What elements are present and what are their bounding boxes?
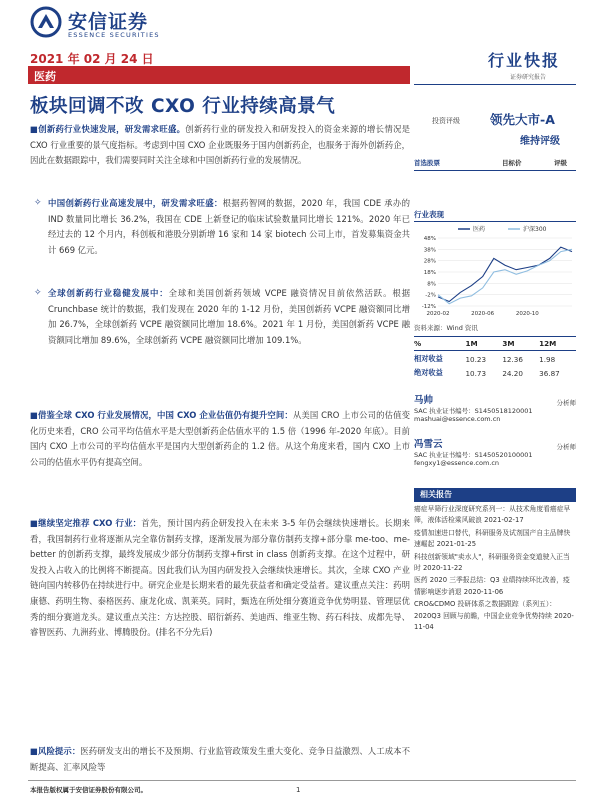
returns-header-cell: %: [414, 337, 465, 351]
rating-label: 投资评级: [432, 117, 460, 125]
paragraph-2: [30, 408, 410, 470]
sub-point-1: [34, 196, 411, 258]
list-item[interactable]: [414, 599, 576, 633]
returns-table: [414, 336, 576, 379]
page-number: 1: [296, 786, 301, 794]
y-tick-label: 18%: [423, 270, 436, 276]
diamond-bullet-icon: ✧: [34, 198, 42, 208]
paragraph-1-lead: ■创新药行业快速发展，研发需求旺盛。: [30, 124, 186, 134]
related-report-text: 疫情加速进口替代，科研服务及试剂国产自主品牌快速崛起: [414, 528, 571, 549]
paragraph-2-text: 从美国 CRO 上市公司的估值变化历史来看，CRO 公司平均估值水平是大型创新药企估值水平的 1.5 倍（1996 年-2020 年底）。目前国内 CXO 上市公司的平均估值水平是国内大型创新药企的 1.2 倍。从这个角度来看，国内 CXO 上市公司的估值水平仍有提高空间。: [30, 410, 410, 467]
series-line-0: [438, 247, 572, 301]
paragraph-3-lead: ■继续坚定推荐 CXO 行业：: [30, 518, 142, 528]
related-reports-title: 相关报告: [420, 490, 452, 499]
performance-title: 行业表现: [414, 210, 444, 219]
paragraph-1: [30, 122, 410, 169]
returns-cell: 10.23: [465, 354, 487, 364]
stock-divider: [414, 170, 576, 171]
returns-cell: 12.36: [502, 354, 523, 364]
header-divider: [414, 84, 576, 85]
y-tick-label: 48%: [423, 236, 436, 242]
paragraph-4: [30, 744, 410, 775]
returns-row-label: 绝对收益: [414, 368, 443, 377]
analyst-email[interactable]: mashuai@essence.com.cn: [414, 415, 501, 423]
target-label: 目标价: [502, 159, 522, 167]
returns-header-cell: 12M: [539, 337, 576, 351]
returns-cell: 1.98: [539, 354, 556, 364]
rating-column-label: 评级: [554, 159, 567, 167]
analyst-role: 分析师: [556, 399, 576, 407]
paragraph-1-text: 创新药行业的研发投入和研发投入的资金来源的增长情况是 CXO 行业重要的景气度指标。考虑到中国 CXO 企业既服务于国内创新药企，也服务于海外创新药企，因此在数据跟踪中，我们需要同时关注全球和中国创新药行业的发展情况。: [30, 124, 410, 166]
sector-bar: [28, 66, 410, 84]
report-title: 板块回调不改 CXO 行业持续高景气: [30, 96, 336, 117]
legend-label: 医药: [473, 226, 486, 233]
table-row: [414, 351, 576, 366]
legend-label: 沪深300: [523, 226, 547, 233]
related-report-text: 医药 2020 三季报总结：Q3 业绩持续环比改善，疫情影响逐步消退: [414, 576, 570, 596]
x-tick-label: 2020-10: [515, 311, 539, 317]
report-date: 2021 年 02 月 24 日: [30, 52, 154, 66]
footer-divider: [28, 780, 576, 781]
analyst-email[interactable]: fengxy1@essence.com.cn: [414, 459, 500, 467]
related-report-date: 2021-02-17: [484, 516, 524, 525]
analyst-card: [414, 392, 576, 423]
related-reports-list: [414, 504, 576, 634]
x-tick-label: 2020-06: [471, 311, 495, 317]
footer-text: 本报告版权属于安信证券股份有限公司。: [30, 786, 147, 794]
returns-header-cell: 3M: [502, 337, 539, 351]
y-tick-label: -12%: [421, 304, 436, 310]
y-tick-label: 38%: [423, 247, 436, 254]
analyst-sac: SAC 执业证书编号：S1450520100001: [414, 451, 533, 459]
sub-point-1-lead: 中国创新药行业高速发展中，研发需求旺盛：: [48, 198, 223, 208]
sub-point-2-lead: 全球创新药行业稳健发展中：: [48, 288, 169, 298]
stock-label: 首选股票: [414, 159, 440, 167]
x-tick-label: 2020-02: [426, 311, 450, 317]
paragraph-4-lead: ■风险提示：: [30, 746, 81, 756]
sub-point-2-text: 全球和美国创新药领域 VCPE 融资情况目前依然活跃。根据 Crunchbase 统计的数据，我们发现在 2020 年的 1-12 月份，美国创新药 VCPE 融资额同比增加 26.7%，全球创新药 VCPE 融资额同比增加 18.6%。2021 年 1 月份，美国创新药 VCPE 融资额同比增加 89.6%，全球创新药 VCPE 融资额同比增加 109.1%。: [48, 288, 410, 345]
list-item[interactable]: [414, 552, 576, 575]
returns-header-row: [414, 337, 576, 351]
stock-header-row: [414, 158, 576, 167]
paragraph-4-text: 医药研发支出的增长不及预期、行业监管政策发生重大变化、竞争日益激烈、人工成本不断提高、汇率风险等: [30, 746, 410, 772]
list-item[interactable]: [414, 575, 576, 598]
table-row: [414, 365, 576, 379]
rating-value: 领先大市-A: [490, 112, 555, 127]
sub-point-2: [34, 286, 410, 348]
related-report-date: 2020-11-22: [422, 564, 463, 573]
returns-cell: 36.87: [539, 368, 560, 378]
sub-point-1-text: 根据药智网的数据，2020 年，我国 CDE 承办的 IND 数量同比增长 36.2%，我国在 CDE 上新登记的临床试验数量同比增长 121%。2020 年已经过去的 12 个月内，科创板和港股分别新增 16 家和 14 家 biotech 公司上市，首发募集资金共计 669 亿元。: [48, 198, 411, 255]
brand-name-en: ESSENCE SECURITIES: [68, 31, 160, 39]
list-item[interactable]: [414, 504, 576, 527]
related-report-text: 癌症早筛行业深度研究系列一：从技术角度看癌症早筛，液体活检乘风破浪: [414, 505, 571, 525]
brand-logo: [30, 4, 190, 44]
paragraph-3: [30, 516, 410, 641]
related-report-text: 科技创新领域"卖水人"，科研服务资金变道驶入正当时: [414, 552, 570, 573]
analyst-card: [414, 436, 576, 467]
list-item[interactable]: [414, 528, 576, 551]
related-report-date: 2020-11-06: [463, 587, 504, 596]
returns-header-cell: 1M: [465, 337, 502, 351]
chart-source: 资料来源：Wind 资讯: [414, 324, 478, 332]
related-report-text: CRO&CDMO 投研体系之数据跟踪（系列五）：2020Q3 回顾与前瞻，中国企业竞争优势持续: [414, 600, 557, 620]
related-reports-header: [414, 488, 576, 502]
report-subtype: 证券研究报告: [510, 74, 547, 81]
related-report-date: 2020-11-04: [414, 611, 574, 632]
returns-cell: 10.73: [465, 368, 487, 378]
brand-mark-icon: [30, 6, 62, 38]
returns-cell: 24.20: [502, 368, 523, 378]
y-tick-label: -2%: [425, 292, 436, 299]
analyst-name: 冯雪云: [414, 439, 443, 450]
y-tick-label: 8%: [427, 281, 436, 288]
brand-name-cn: 安信证券: [68, 11, 149, 33]
sector-label: 医药: [34, 70, 56, 83]
analyst-sac: SAC 执业证书编号：S1450518120001: [414, 407, 533, 415]
analyst-name: 马帅: [414, 395, 434, 406]
analyst-role: 分析师: [556, 443, 576, 451]
performance-chart: [414, 222, 576, 322]
series-line-1: [438, 249, 572, 303]
report-type: 行业快报: [488, 51, 561, 70]
paragraph-2-lead: ■借鉴全球 CXO 行业发展情况，中国 CXO 企业估值仍有提升空间：: [30, 410, 293, 420]
paragraph-3-text: 首先，预计国内药企研发投入在未来 3-5 年仍会继续快速增长。长期来看，我国制药行业将逐渐从完全靠仿制药支撑，逐渐发展为部分靠仿制药支撑+部分靠 me-too、me-better 的创新药支撑，最终发展成少部分仿制药支撑+first in class 创新药支撑。在这个过程中，研发投入占收入的比例将不断提高。因此我们认为国内研发投入会继续快速增长。其次，全球 CXO 产业链向国内转移仍在持续进行中。研究企业是长期来看的最先获益者和确定受益者。建议重点关注：药明康德、药明生物、泰格医药、康龙化成、凯莱英。同时，甄选在所处细分赛道竞争优势明显、管理层优秀的细分赛道龙头。建议重点关注：方达控股、昭衍新药、美迪西、维亚生物、药石科技、成都先导、睿智医药、九洲药业、博腾股份。(排名不分先后): [30, 518, 410, 638]
returns-row-label: 相对收益: [414, 354, 443, 363]
y-tick-label: 28%: [423, 258, 436, 265]
diamond-bullet-icon: ✧: [34, 288, 42, 298]
rating-status: 维持评级: [520, 136, 560, 147]
related-report-date: 2021-01-25: [436, 540, 477, 549]
